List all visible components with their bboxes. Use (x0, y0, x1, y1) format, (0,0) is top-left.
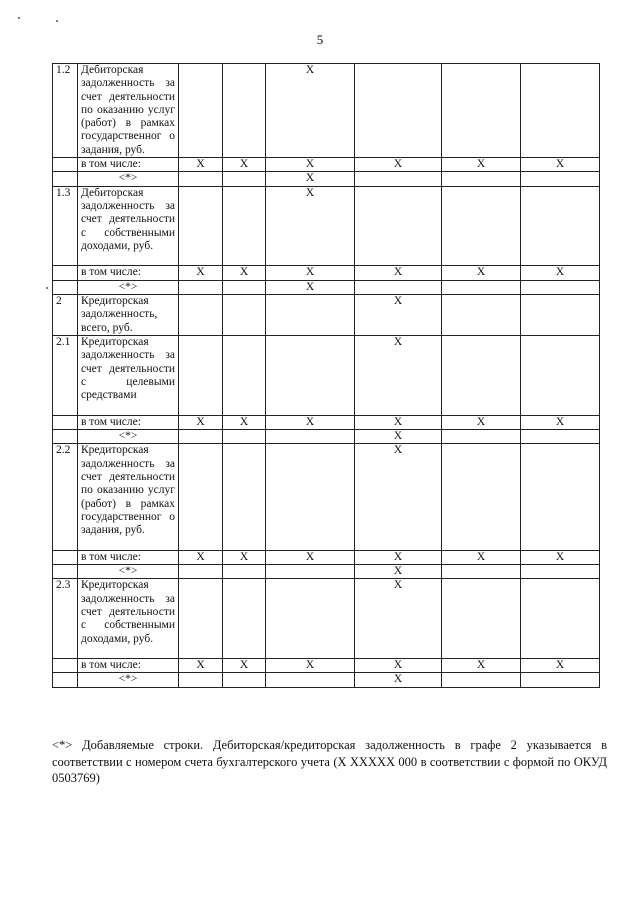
empty-cell (53, 430, 78, 444)
row-description: Кредиторская задолженность за счет деятельности с собственными доходами, руб. (78, 579, 179, 659)
table-subrow (53, 172, 600, 186)
empty-cell (266, 430, 355, 444)
table-row (53, 64, 600, 158)
empty-cell (223, 186, 266, 266)
empty-cell (442, 186, 521, 266)
added-row-marker: <*> (78, 172, 179, 186)
x-mark: X (266, 186, 355, 266)
empty-cell (266, 673, 355, 687)
x-mark: X (521, 158, 600, 172)
x-mark: X (442, 158, 521, 172)
empty-cell (521, 565, 600, 579)
x-mark: X (266, 64, 355, 158)
x-mark: X (355, 415, 442, 429)
empty-cell (53, 565, 78, 579)
empty-cell (521, 673, 600, 687)
x-mark: X (266, 415, 355, 429)
added-row-marker: <*> (78, 280, 179, 294)
empty-cell (266, 335, 355, 415)
empty-cell (266, 579, 355, 659)
empty-cell (179, 579, 223, 659)
row-number: 1.2 (53, 64, 78, 158)
row-number: 2.2 (53, 444, 78, 550)
row-number: 2.1 (53, 335, 78, 415)
table-row (53, 335, 600, 415)
table-row (53, 444, 600, 550)
subrow-label: в том числе: (78, 415, 179, 429)
x-mark: X (179, 158, 223, 172)
empty-cell (266, 295, 355, 336)
table-subrow (53, 415, 600, 429)
x-mark: X (355, 565, 442, 579)
added-row-marker: <*> (78, 565, 179, 579)
scan-speck (18, 17, 20, 19)
table-row (53, 186, 600, 266)
added-row-marker: <*> (78, 673, 179, 687)
empty-cell (53, 158, 78, 172)
empty-cell (223, 335, 266, 415)
x-mark: X (179, 659, 223, 673)
x-mark: X (355, 579, 442, 659)
table-row (53, 295, 600, 336)
row-number: 2 (53, 295, 78, 336)
empty-cell (355, 186, 442, 266)
x-mark: X (223, 415, 266, 429)
x-mark: X (521, 266, 600, 280)
x-mark: X (179, 550, 223, 564)
empty-cell (521, 444, 600, 550)
x-mark: X (266, 550, 355, 564)
x-mark: X (223, 550, 266, 564)
empty-cell (442, 444, 521, 550)
empty-cell (53, 415, 78, 429)
x-mark: X (521, 415, 600, 429)
empty-cell (223, 579, 266, 659)
x-mark: X (266, 280, 355, 294)
empty-cell (442, 430, 521, 444)
row-description: Дебиторская задолженность за счет деятельности по оказанию услуг (работ) в рамках государственног о задания, руб. (78, 64, 179, 158)
x-mark: X (355, 444, 442, 550)
x-mark: X (442, 266, 521, 280)
row-description: Кредиторская задолженность за счет деятельности с целевыми средствами (78, 335, 179, 415)
x-mark: X (223, 158, 266, 172)
table-subrow (53, 659, 600, 673)
empty-cell (442, 64, 521, 158)
empty-cell (179, 280, 223, 294)
table-subrow (53, 673, 600, 687)
x-mark: X (355, 673, 442, 687)
empty-cell (179, 186, 223, 266)
x-mark: X (355, 659, 442, 673)
x-mark: X (442, 550, 521, 564)
subrow-label: в том числе: (78, 659, 179, 673)
x-mark: X (179, 266, 223, 280)
empty-cell (521, 295, 600, 336)
empty-cell (223, 280, 266, 294)
empty-cell (179, 64, 223, 158)
row-description: Кредиторская задолженность, всего, руб. (78, 295, 179, 336)
x-mark: X (355, 430, 442, 444)
empty-cell (179, 172, 223, 186)
x-mark: X (355, 295, 442, 336)
x-mark: X (223, 266, 266, 280)
added-row-marker: <*> (78, 430, 179, 444)
row-number: 2.3 (53, 579, 78, 659)
empty-cell (179, 295, 223, 336)
empty-cell (266, 444, 355, 550)
empty-cell (53, 673, 78, 687)
empty-cell (223, 295, 266, 336)
empty-cell (442, 565, 521, 579)
empty-cell (223, 673, 266, 687)
x-mark: X (266, 659, 355, 673)
x-mark: X (266, 172, 355, 186)
scan-speck (46, 287, 48, 289)
empty-cell (223, 430, 266, 444)
table-subrow (53, 550, 600, 564)
empty-cell (179, 444, 223, 550)
empty-cell (442, 295, 521, 336)
x-mark: X (355, 266, 442, 280)
subrow-label: в том числе: (78, 550, 179, 564)
empty-cell (442, 673, 521, 687)
empty-cell (521, 579, 600, 659)
x-mark: X (355, 335, 442, 415)
empty-cell (223, 64, 266, 158)
row-number: 1.3 (53, 186, 78, 266)
empty-cell (223, 565, 266, 579)
empty-cell (521, 186, 600, 266)
empty-cell (442, 280, 521, 294)
empty-cell (355, 64, 442, 158)
x-mark: X (442, 415, 521, 429)
x-mark: X (266, 266, 355, 280)
empty-cell (521, 64, 600, 158)
empty-cell (521, 430, 600, 444)
empty-cell (442, 172, 521, 186)
page-number: 5 (316, 32, 324, 47)
empty-cell (53, 550, 78, 564)
empty-cell (223, 444, 266, 550)
x-mark: X (355, 550, 442, 564)
empty-cell (442, 335, 521, 415)
table-subrow (53, 266, 600, 280)
x-mark: X (223, 659, 266, 673)
empty-cell (355, 280, 442, 294)
row-description: Дебиторская задолженность за счет деятельности с собственными доходами, руб. (78, 186, 179, 266)
x-mark: X (355, 158, 442, 172)
x-mark: X (179, 415, 223, 429)
table-subrow (53, 280, 600, 294)
footnote: <*> Добавляемые строки. Дебиторская/кредиторская задолженность в графе 2 указывается в соответствии с номером счета бухгалтерского учета (X XXXXX 000 в соответствии с формой по ОКУД 0503769) (52, 738, 607, 785)
empty-cell (521, 172, 600, 186)
table-row (53, 579, 600, 659)
row-description: Кредиторская задолженность за счет деятельности по оказанию услуг (работ) в рамках государственног о задания, руб. (78, 444, 179, 550)
empty-cell (53, 280, 78, 294)
x-mark: X (442, 659, 521, 673)
empty-cell (179, 673, 223, 687)
table-subrow (53, 158, 600, 172)
empty-cell (179, 565, 223, 579)
empty-cell (53, 266, 78, 280)
empty-cell (53, 659, 78, 673)
empty-cell (521, 280, 600, 294)
table-subrow (53, 565, 600, 579)
subrow-label: в том числе: (78, 158, 179, 172)
empty-cell (179, 335, 223, 415)
empty-cell (266, 565, 355, 579)
empty-cell (223, 172, 266, 186)
x-mark: X (521, 659, 600, 673)
subrow-label: в том числе: (78, 266, 179, 280)
debt-table (52, 63, 600, 688)
empty-cell (179, 430, 223, 444)
empty-cell (53, 172, 78, 186)
table-subrow (53, 430, 600, 444)
x-mark: X (266, 158, 355, 172)
scan-speck (56, 20, 58, 22)
empty-cell (355, 172, 442, 186)
empty-cell (521, 335, 600, 415)
empty-cell (442, 579, 521, 659)
x-mark: X (521, 550, 600, 564)
